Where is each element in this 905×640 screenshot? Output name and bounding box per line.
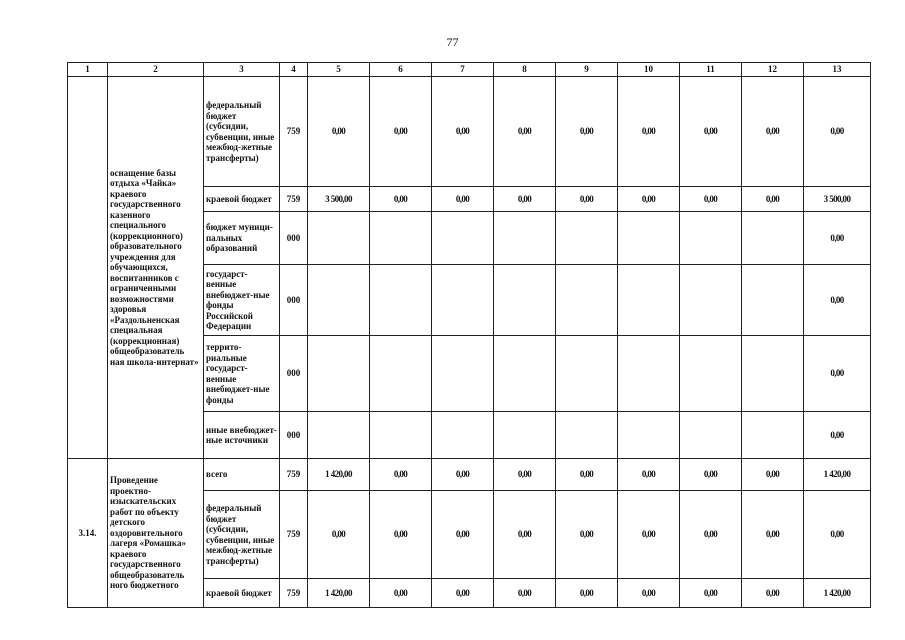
value-cell: 3 500,00 bbox=[804, 187, 871, 212]
value-cell: 0,00 bbox=[556, 491, 618, 579]
value-cell: 0,00 bbox=[618, 491, 680, 579]
page-number: 77 bbox=[446, 35, 459, 49]
value-cell bbox=[618, 412, 680, 459]
column-header: 9 bbox=[556, 63, 618, 77]
value-cell bbox=[618, 336, 680, 412]
value-cell: 0,00 bbox=[556, 459, 618, 491]
measure-number bbox=[68, 77, 108, 459]
value-cell: 1 420,00 bbox=[804, 579, 871, 608]
value-cell: 0,00 bbox=[556, 187, 618, 212]
value-cell: 0,00 bbox=[680, 187, 742, 212]
column-header: 2 bbox=[108, 63, 204, 77]
value-cell: 0,00 bbox=[804, 412, 871, 459]
value-cell: 0,00 bbox=[680, 579, 742, 608]
measure-name: Проведение проектно-изыскательских работ по объекту детского оздоровительного лагеря «Ромашка» краевого государственного общеобразователь ного бюджетного bbox=[108, 459, 204, 608]
value-cell: 0,00 bbox=[432, 77, 494, 187]
budget-code: 759 bbox=[280, 77, 308, 187]
value-cell: 0,00 bbox=[742, 579, 804, 608]
value-cell: 0,00 bbox=[742, 491, 804, 579]
value-cell bbox=[432, 265, 494, 336]
value-cell bbox=[308, 412, 370, 459]
funding-source: государст-венные внебюджет-ные фонды Российской Федерации bbox=[204, 265, 280, 336]
column-header: 6 bbox=[370, 63, 432, 77]
value-cell: 0,00 bbox=[370, 187, 432, 212]
funding-source: краевой бюджет bbox=[204, 187, 280, 212]
value-cell bbox=[370, 336, 432, 412]
budget-code: 000 bbox=[280, 212, 308, 265]
value-cell: 3 500,00 bbox=[308, 187, 370, 212]
value-cell: 0,00 bbox=[494, 579, 556, 608]
value-cell bbox=[494, 336, 556, 412]
value-cell: 0,00 bbox=[618, 187, 680, 212]
value-cell bbox=[680, 412, 742, 459]
value-cell: 0,00 bbox=[742, 459, 804, 491]
value-cell: 0,00 bbox=[742, 187, 804, 212]
value-cell bbox=[742, 412, 804, 459]
value-cell bbox=[680, 336, 742, 412]
value-cell bbox=[742, 336, 804, 412]
funding-source: федеральный бюджет (субсидии, субвенции, иные межбюд-жетные трансферты) bbox=[204, 77, 280, 187]
value-cell: 0,00 bbox=[804, 77, 871, 187]
value-cell bbox=[556, 265, 618, 336]
value-cell: 0,00 bbox=[432, 459, 494, 491]
budget-code: 000 bbox=[280, 265, 308, 336]
value-cell: 0,00 bbox=[804, 212, 871, 265]
value-cell bbox=[432, 212, 494, 265]
value-cell: 0,00 bbox=[804, 336, 871, 412]
value-cell: 0,00 bbox=[618, 77, 680, 187]
value-cell: 0,00 bbox=[742, 77, 804, 187]
budget-code: 759 bbox=[280, 579, 308, 608]
value-cell bbox=[618, 265, 680, 336]
value-cell: 0,00 bbox=[432, 579, 494, 608]
column-header: 12 bbox=[742, 63, 804, 77]
value-cell: 0,00 bbox=[680, 491, 742, 579]
value-cell bbox=[370, 265, 432, 336]
budget-code: 759 bbox=[280, 187, 308, 212]
column-header: 11 bbox=[680, 63, 742, 77]
column-header: 4 bbox=[280, 63, 308, 77]
value-cell bbox=[556, 336, 618, 412]
value-cell: 0,00 bbox=[804, 265, 871, 336]
column-header: 13 bbox=[804, 63, 871, 77]
value-cell: 0,00 bbox=[680, 77, 742, 187]
value-cell: 0,00 bbox=[804, 491, 871, 579]
value-cell bbox=[618, 212, 680, 265]
funding-source: бюджет муници-пальных образований bbox=[204, 212, 280, 265]
value-cell: 0,00 bbox=[370, 491, 432, 579]
budget-code: 759 bbox=[280, 459, 308, 491]
value-cell bbox=[308, 265, 370, 336]
budget-code: 000 bbox=[280, 412, 308, 459]
value-cell bbox=[680, 212, 742, 265]
value-cell bbox=[370, 412, 432, 459]
value-cell bbox=[742, 212, 804, 265]
column-header: 8 bbox=[494, 63, 556, 77]
value-cell: 0,00 bbox=[432, 491, 494, 579]
funding-source: иные внебюджет-ные источники bbox=[204, 412, 280, 459]
value-cell: 0,00 bbox=[494, 459, 556, 491]
funding-source: федеральный бюджет (субсидии, субвенции, иные межбюд-жетные трансферты) bbox=[204, 491, 280, 579]
column-header: 10 bbox=[618, 63, 680, 77]
budget-code: 759 bbox=[280, 491, 308, 579]
value-cell bbox=[432, 336, 494, 412]
column-header: 5 bbox=[308, 63, 370, 77]
value-cell: 0,00 bbox=[370, 459, 432, 491]
value-cell: 0,00 bbox=[494, 187, 556, 212]
value-cell bbox=[556, 212, 618, 265]
value-cell: 0,00 bbox=[680, 459, 742, 491]
measure-name: оснащение базы отдыха «Чайка» краевого государственного казенного специального (коррекционного) образовательного учреждения для обучающихся, воспитанников с ограниченными возможностями здоровья «Раздольненская специальная (коррекционная) общеобразователь ная школа-интернат» bbox=[108, 77, 204, 459]
budget-table bbox=[67, 62, 871, 608]
value-cell: 0,00 bbox=[618, 459, 680, 491]
value-cell bbox=[494, 212, 556, 265]
measure-number: 3.14. bbox=[68, 459, 108, 608]
value-cell bbox=[308, 336, 370, 412]
value-cell: 1 420,00 bbox=[308, 579, 370, 608]
value-cell: 0,00 bbox=[370, 77, 432, 187]
value-cell: 1 420,00 bbox=[804, 459, 871, 491]
funding-source: краевой бюджет bbox=[204, 579, 280, 608]
value-cell bbox=[432, 412, 494, 459]
value-cell bbox=[494, 412, 556, 459]
value-cell bbox=[742, 265, 804, 336]
column-header: 3 bbox=[204, 63, 280, 77]
value-cell: 0,00 bbox=[308, 77, 370, 187]
value-cell: 1 420,00 bbox=[308, 459, 370, 491]
header-row bbox=[68, 63, 871, 77]
table-row bbox=[68, 77, 871, 187]
value-cell: 0,00 bbox=[432, 187, 494, 212]
value-cell bbox=[308, 212, 370, 265]
value-cell bbox=[370, 212, 432, 265]
funding-source: террито-риальные государст-венные внебюджет-ные фонды bbox=[204, 336, 280, 412]
funding-source: всего bbox=[204, 459, 280, 491]
value-cell bbox=[556, 412, 618, 459]
value-cell: 0,00 bbox=[494, 77, 556, 187]
value-cell: 0,00 bbox=[618, 579, 680, 608]
value-cell: 0,00 bbox=[370, 579, 432, 608]
value-cell: 0,00 bbox=[308, 491, 370, 579]
value-cell: 0,00 bbox=[494, 491, 556, 579]
table-row bbox=[68, 459, 871, 491]
column-header: 1 bbox=[68, 63, 108, 77]
value-cell bbox=[494, 265, 556, 336]
value-cell bbox=[680, 265, 742, 336]
column-header: 7 bbox=[432, 63, 494, 77]
value-cell: 0,00 bbox=[556, 579, 618, 608]
value-cell: 0,00 bbox=[556, 77, 618, 187]
budget-code: 000 bbox=[280, 336, 308, 412]
